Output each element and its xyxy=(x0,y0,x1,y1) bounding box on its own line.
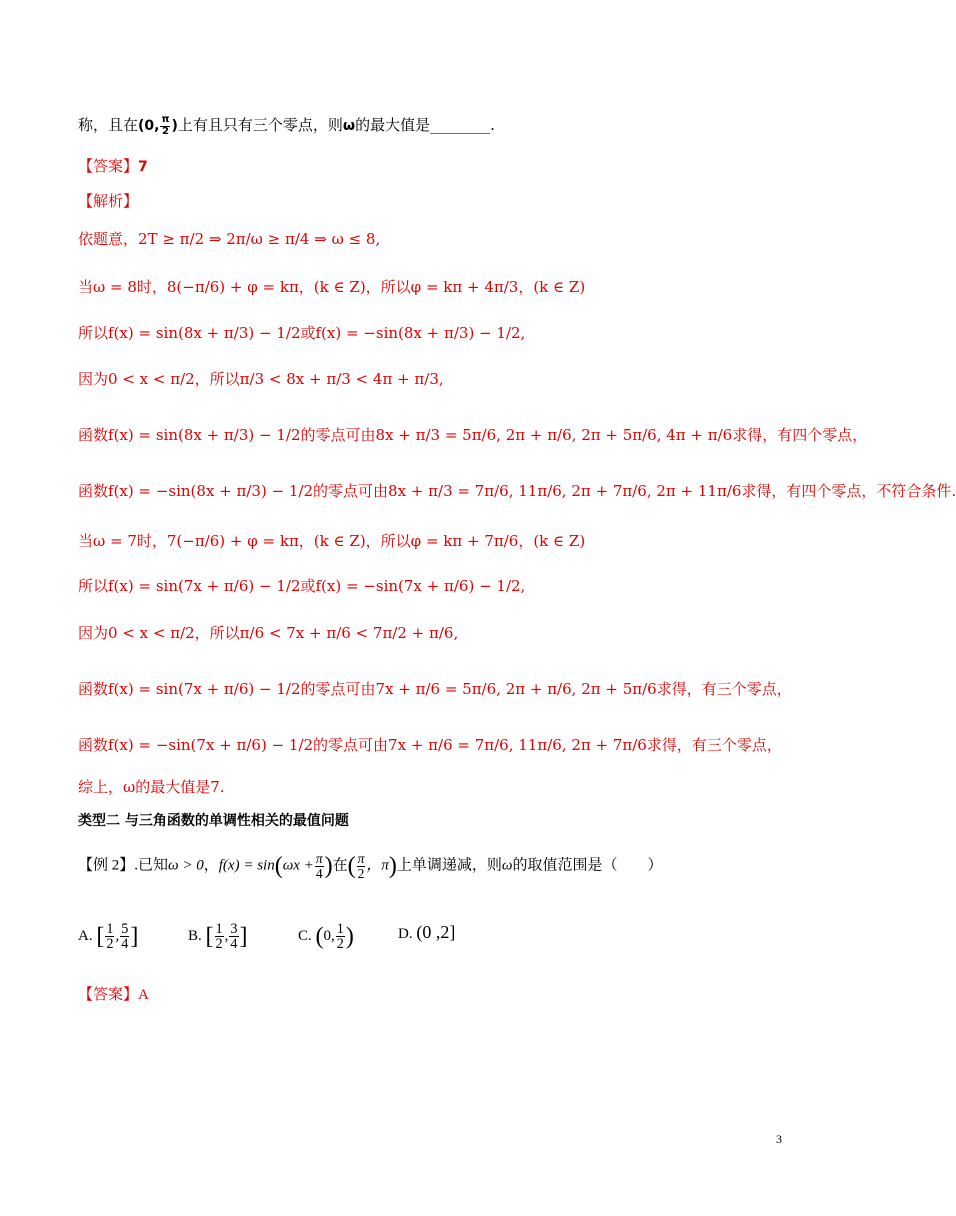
question-continuation: 称，且在(0, $\frac{\pi}{2}$ )上有且只有三个零点，则ω的最大值是________. xyxy=(78,114,495,137)
solution-line: 函数f(x) = −sin(7x + π/6) − 1/2的零点可由7x + π/6 = 7π/6, 11π/6, 2π + 7π/6求得，有三个零点， xyxy=(78,736,782,754)
example-label: 【例 2】 xyxy=(78,857,135,874)
page-number: 3 xyxy=(776,1132,782,1146)
answer-value: 7 xyxy=(138,159,148,175)
answer-label: 【答案】 xyxy=(78,157,139,175)
option-c: C. (0, $\frac{1}{2}$ ) xyxy=(298,921,354,953)
solution-line: 函数f(x) = sin(8x + π/3) − 1/2的零点可由8x + π/3 = 5π/6, 2π + π/6, 2π + 5π/6, 4π + π/6求得，有四个零点， xyxy=(78,426,868,444)
solution-line: 所以f(x) = sin(7x + π/6) − 1/2或f(x) = −sin(7x + π/6) − 1/2, xyxy=(78,577,526,595)
option-a: A. [ $\frac{1}{2}$ , $\frac{5}{4}$ ] xyxy=(78,921,139,953)
option-d: D. (0 ,2] xyxy=(398,922,456,942)
example-2: 【例 2】.已知ω > 0，f(x) = sin(ωx + $\frac{\pi}{4}$ )在( $\frac{\pi}{2}$ ，π)上单调递减，则ω的取值范围是（ ） xyxy=(78,851,663,881)
solution-line: 因为0 < x < π/2，所以π/6 < 7x + π/6 < 7π/2 + π/6, xyxy=(78,624,459,642)
answer-label: 【答案】 xyxy=(78,987,139,1003)
solution-line: 依题意，2T ≥ π/2 ⇒ 2π/ω ≥ π/4 ⇒ ω ≤ 8, xyxy=(78,230,381,248)
analysis-label: 【解析】 xyxy=(78,192,139,210)
answer-line xyxy=(78,155,148,178)
solution-line: 函数f(x) = sin(7x + π/6) − 1/2的零点可由7x + π/6 = 5π/6, 2π + π/6, 2π + 5π/6求得，有三个零点， xyxy=(78,680,792,698)
answer-line-2 xyxy=(78,984,149,1006)
section-title: 类型二 与三角函数的单调性相关的最值问题 xyxy=(78,813,349,829)
solution-line: 函数f(x) = −sin(8x + π/3) − 1/2的零点可由8x + π/3 = 7π/6, 11π/6, 2π + 7π/6, 2π + 11π/6求得，有四个零点，不符合条件. xyxy=(78,482,956,500)
solution-line: 当ω = 7时，7(−π/6) + φ = kπ，(k ∈ Z)，所以φ = kπ + 7π/6，(k ∈ Z) xyxy=(78,532,586,550)
solution-line: 所以f(x) = sin(8x + π/3) − 1/2或f(x) = −sin(8x + π/3) − 1/2, xyxy=(78,324,526,342)
function-expression: f(x) = sin xyxy=(218,857,275,874)
interval-expression: (0, $\frac{\pi}{2}$ ) xyxy=(138,114,178,137)
solution-line: 因为0 < x < π/2，所以π/3 < 8x + π/3 < 4π + π/3, xyxy=(78,370,444,388)
solution-line: 综上，ω的最大值是7. xyxy=(78,778,225,796)
answer-value: A xyxy=(138,987,149,1003)
option-b: B. [ $\frac{1}{2}$ , $\frac{3}{4}$ ] xyxy=(188,921,248,953)
solution-line: 当ω = 8时，8(−π/6) + φ = kπ，(k ∈ Z)，所以φ = kπ + 4π/3，(k ∈ Z) xyxy=(78,278,586,296)
